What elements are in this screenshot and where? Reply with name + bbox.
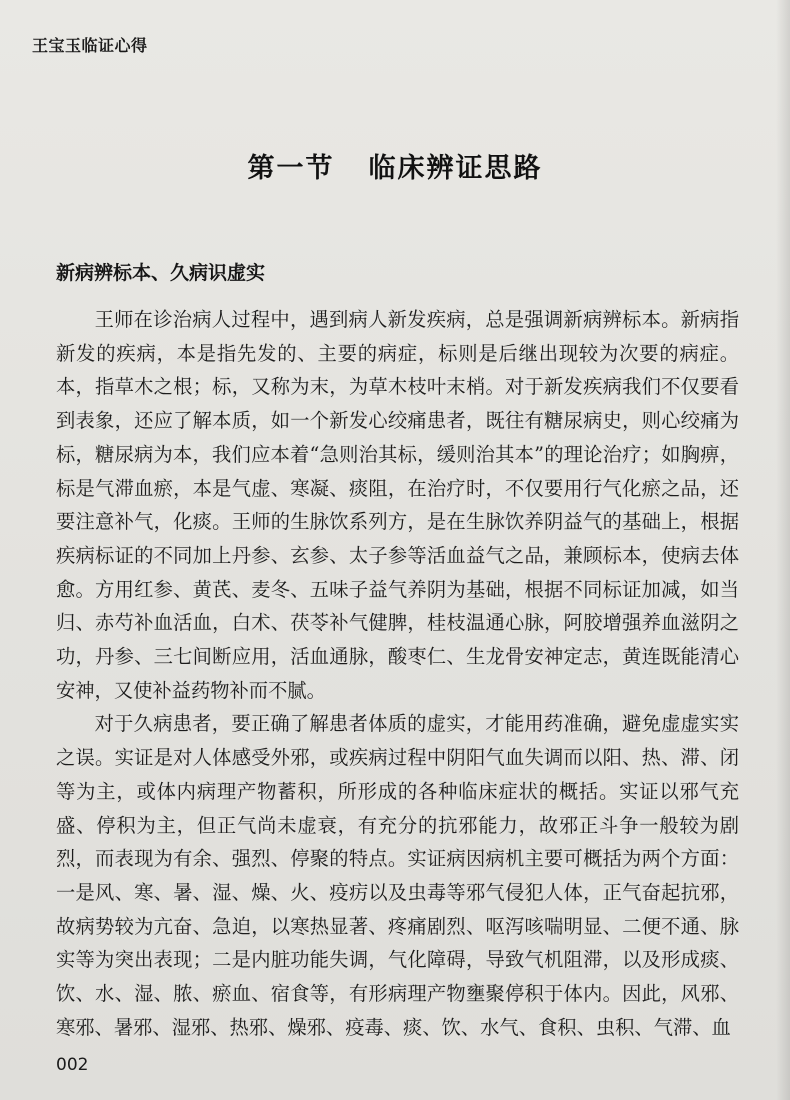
running-header: 王宝玉临证心得 (32, 36, 148, 55)
body-text (56, 303, 739, 1044)
subheading: 新病辨标本、久病识虚实 (56, 262, 266, 284)
section-number: 第一节 (247, 153, 335, 184)
page-number: 002 (56, 1055, 89, 1075)
section-heading: 临床辨证思路 (368, 153, 543, 184)
paragraph: 对于久病患者，要正确了解患者体质的虚实，才能用药准确，避免虚虚实实之误。实证是对人体感受外邪，或疾病过程中阴阳气血失调而以阳、热、滞、闭等为主，或体内病理产物蓄积，所形成的各种临床症状的概括。实证以邪气充盛、停积为主，但正气尚未虚衰，有充分的抗邪能力，故邪正斗争一般较为剧烈，而表现为有余、强烈、停聚的特点。实证病因病机主要可概括为两个方面：一是风、寒、暑、湿、燥、火、疫疠以及虫毒等邪气侵犯人体，正气奋起抗邪，故病势较为亢奋、急迫，以寒热显著、疼痛剧烈、呕泻咳喘明显、二便不通、脉实等为突出表现；二是内脏功能失调，气化障碍，导致气机阻滞，以及形成痰、饮、水、湿、脓、瘀血、宿食等，有形病理产物壅聚停积于体内。因此，风邪、寒邪、暑邪、湿邪、热邪、燥邪、疫毒、痰、饮、水气、食积、虫积、气滞、血 (56, 712, 739, 1039)
paragraph: 王师在诊治病人过程中，遇到病人新发疾病，总是强调新病辨标本。新病指新发的疾病，本是指先发的、主要的病症，标则是后继出现较为次要的病症。本，指草木之根；标，又称为末，为草木枝叶末梢。对于新发疾病我们不仅要看到表象，还应了解本质，如一个新发心绞痛患者，既往有糖尿病史，则心绞痛为标，糖尿病为本，我们应本着“急则治其标，缓则治其本”的理论治疗；如胸痹，标是气滞血瘀，本是气虚、寒凝、痰阻，在治疗时，不仅要用行气化瘀之品，还要注意补气，化痰。王师的生脉饮系列方，是在生脉饮养阴益气的基础上，根据疾病标证的不同加上丹参、玄参、太子参等活血益气之品，兼顾标本，使病去体愈。方用红参、黄芪、麦冬、五味子益气养阴为基础，根据不同标证加减，如当归、赤芍补血活血，白术、茯苓补气健脾，桂枝温通心脉，阿胶增强养血滋阴之功，丹参、三七间断应用，活血通脉，酸枣仁、生龙骨安神定志，黄连既能清心安神，又使补益药物补而不腻。 (56, 308, 739, 702)
section-title (0, 146, 790, 185)
